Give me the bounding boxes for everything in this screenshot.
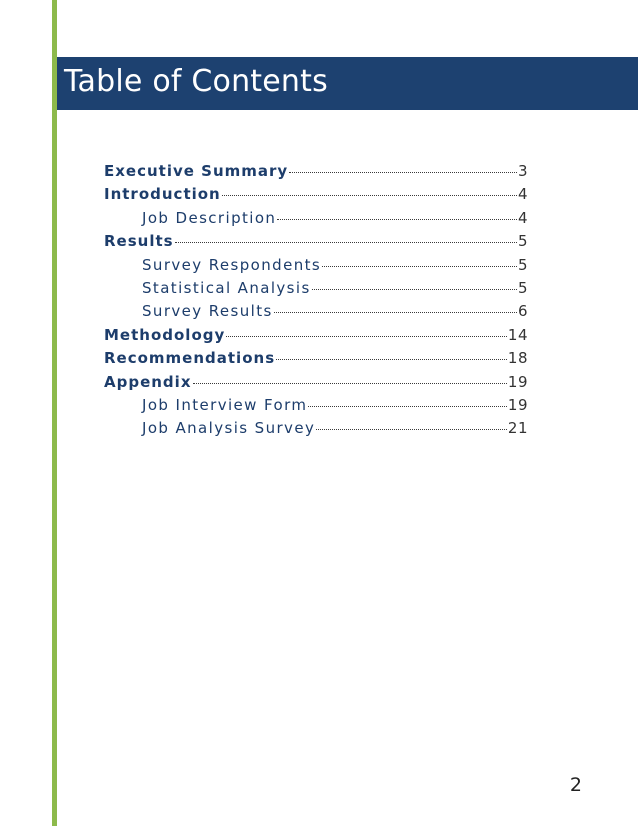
toc-entry-page: 5 [517,255,528,274]
toc-entry-page: 14 [507,325,528,344]
toc-entry-job-analysis-survey[interactable] [104,417,528,440]
toc-entry-label: Statistical Analysis [142,278,311,297]
page-title: Table of Contents [64,64,328,99]
toc-entry-page: 18 [507,349,528,368]
page-number: 2 [569,774,582,796]
dot-leader [222,195,517,196]
toc-entry-appendix[interactable] [104,371,528,394]
toc-entry-label: Survey Results [142,302,273,321]
dot-leader [193,383,507,384]
table-of-contents [104,160,528,441]
toc-entry-results[interactable] [104,230,528,253]
toc-entry-statistical-analysis[interactable] [104,277,528,300]
toc-entry-recommendations[interactable] [104,347,528,370]
toc-entry-label: Recommendations [104,349,276,368]
dot-leader [226,336,507,337]
toc-entry-methodology[interactable] [104,324,528,347]
toc-entry-executive-summary[interactable] [104,160,528,183]
toc-entry-survey-respondents[interactable] [104,254,528,277]
toc-entry-label: Survey Respondents [142,255,322,274]
toc-entry-page: 3 [517,162,528,180]
toc-entry-label: Appendix [104,372,192,391]
toc-entry-page: 6 [517,302,528,321]
dot-leader [289,172,517,173]
toc-entry-label: Methodology [104,325,226,344]
toc-entry-label: Executive Summary [104,162,289,180]
toc-entry-label: Job Interview Form [142,395,308,414]
toc-entry-job-interview-form[interactable] [104,394,528,417]
dot-leader [175,242,517,243]
toc-entry-label: Introduction [104,185,221,204]
toc-entry-label: Job Description [142,208,277,227]
toc-entry-page: 19 [507,395,528,414]
toc-entry-page: 4 [517,208,528,227]
toc-entry-page: 5 [517,278,528,297]
dot-leader [276,359,507,360]
toc-entry-page: 19 [507,372,528,391]
dot-leader [312,289,517,290]
toc-entry-job-description[interactable] [104,207,528,230]
toc-entry-introduction[interactable] [104,183,528,206]
toc-entry-page: 4 [517,185,528,204]
toc-entry-label: Results [104,232,174,251]
toc-entry-label: Job Analysis Survey [142,419,316,438]
toc-entry-page: 21 [507,419,528,438]
dot-leader [308,406,507,407]
toc-entry-page: 5 [517,232,528,251]
dot-leader [316,429,507,430]
toc-entry-survey-results[interactable] [104,300,528,323]
left-accent-bar [52,0,57,826]
dot-leader [322,266,517,267]
dot-leader [277,219,517,220]
dot-leader [274,312,517,313]
